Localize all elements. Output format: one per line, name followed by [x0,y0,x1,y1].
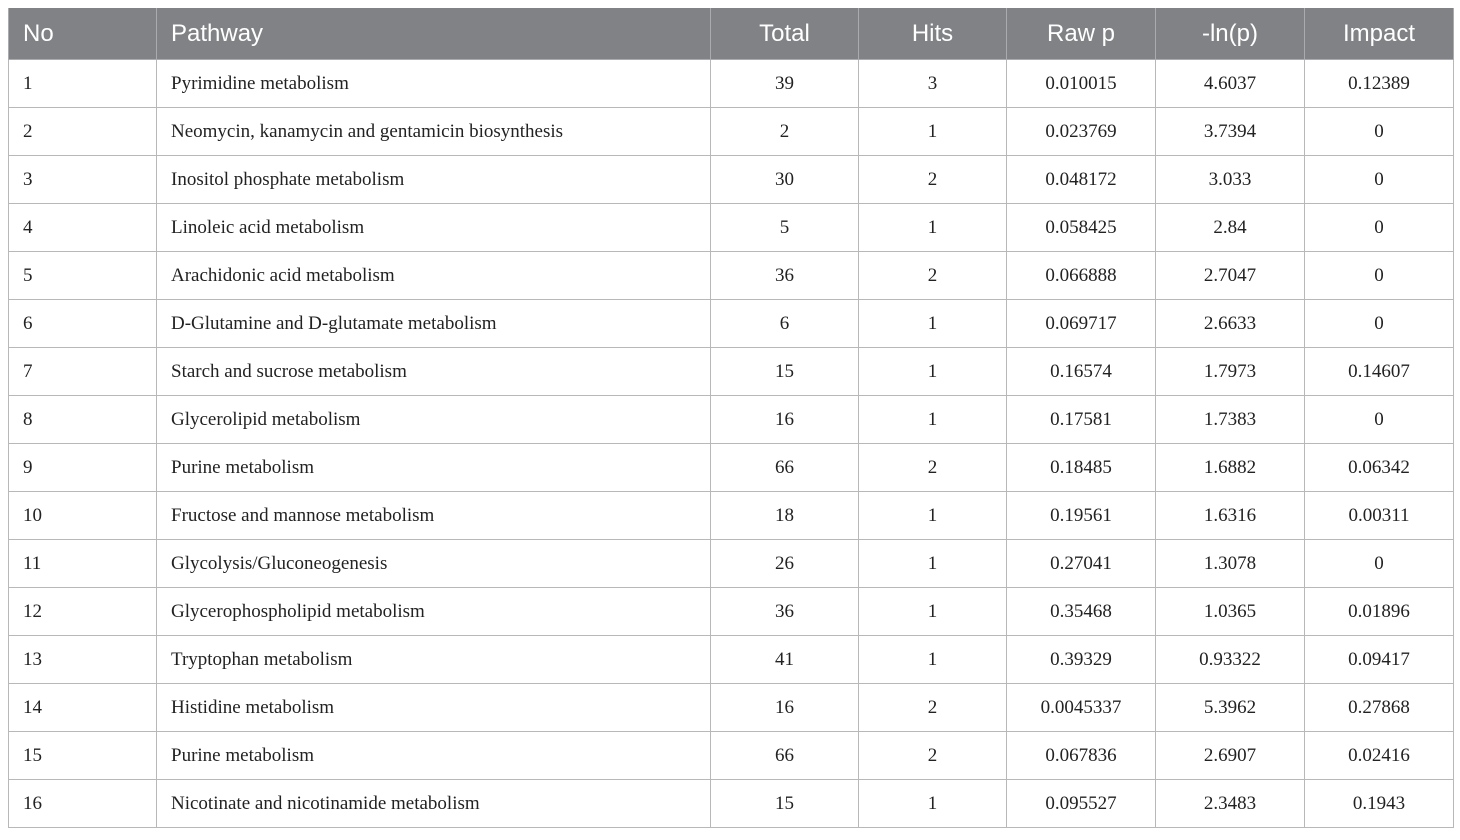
cell-hits: 2 [859,684,1007,732]
cell-total: 36 [711,252,859,300]
cell-impact: 0 [1305,108,1454,156]
table-row [9,348,1454,396]
cell-pathway: Linoleic acid metabolism [157,204,711,252]
cell-hits: 1 [859,300,1007,348]
cell-neg-ln-p: 4.6037 [1156,60,1305,108]
cell-neg-ln-p: 1.6882 [1156,444,1305,492]
cell-impact: 0.27868 [1305,684,1454,732]
cell-hits: 1 [859,204,1007,252]
header-neg-ln-p: -ln(p) [1156,8,1305,60]
cell-hits: 2 [859,732,1007,780]
cell-neg-ln-p: 2.84 [1156,204,1305,252]
header-row [9,8,1454,60]
header-pathway: Pathway [157,8,711,60]
cell-impact: 0.00311 [1305,492,1454,540]
cell-hits: 1 [859,540,1007,588]
cell-raw-p: 0.19561 [1007,492,1156,540]
cell-total: 39 [711,60,859,108]
cell-impact: 0.06342 [1305,444,1454,492]
cell-no: 1 [9,60,157,108]
cell-total: 30 [711,156,859,204]
cell-pathway: Arachidonic acid metabolism [157,252,711,300]
cell-impact: 0.01896 [1305,588,1454,636]
cell-neg-ln-p: 2.3483 [1156,780,1305,828]
cell-no: 9 [9,444,157,492]
cell-raw-p: 0.17581 [1007,396,1156,444]
cell-no: 5 [9,252,157,300]
cell-pathway: Purine metabolism [157,732,711,780]
cell-no: 7 [9,348,157,396]
cell-pathway: Histidine metabolism [157,684,711,732]
cell-total: 66 [711,732,859,780]
table-row [9,396,1454,444]
cell-total: 6 [711,300,859,348]
cell-pathway: Starch and sucrose metabolism [157,348,711,396]
cell-hits: 1 [859,396,1007,444]
cell-total: 2 [711,108,859,156]
cell-total: 15 [711,348,859,396]
cell-pathway: D-Glutamine and D-glutamate metabolism [157,300,711,348]
cell-raw-p: 0.27041 [1007,540,1156,588]
cell-impact: 0 [1305,396,1454,444]
cell-pathway: Tryptophan metabolism [157,636,711,684]
table-row [9,252,1454,300]
cell-neg-ln-p: 5.3962 [1156,684,1305,732]
cell-pathway: Glycerolipid metabolism [157,396,711,444]
cell-no: 15 [9,732,157,780]
header-total: Total [711,8,859,60]
cell-pathway: Fructose and mannose metabolism [157,492,711,540]
cell-pathway: Pyrimidine metabolism [157,60,711,108]
cell-no: 13 [9,636,157,684]
table-row [9,108,1454,156]
cell-total: 36 [711,588,859,636]
cell-total: 26 [711,540,859,588]
cell-no: 14 [9,684,157,732]
table-row [9,540,1454,588]
cell-impact: 0 [1305,540,1454,588]
table-row [9,156,1454,204]
cell-impact: 0 [1305,204,1454,252]
cell-no: 3 [9,156,157,204]
header-impact: Impact [1305,8,1454,60]
cell-pathway: Glycerophospholipid metabolism [157,588,711,636]
cell-total: 41 [711,636,859,684]
cell-total: 18 [711,492,859,540]
table-row [9,780,1454,828]
cell-neg-ln-p: 0.93322 [1156,636,1305,684]
cell-no: 8 [9,396,157,444]
cell-pathway: Neomycin, kanamycin and gentamicin biosynthesis [157,108,711,156]
cell-neg-ln-p: 1.3078 [1156,540,1305,588]
cell-no: 6 [9,300,157,348]
cell-raw-p: 0.058425 [1007,204,1156,252]
cell-hits: 1 [859,108,1007,156]
cell-total: 16 [711,684,859,732]
table-row [9,732,1454,780]
cell-raw-p: 0.069717 [1007,300,1156,348]
cell-impact: 0 [1305,252,1454,300]
cell-raw-p: 0.16574 [1007,348,1156,396]
pathway-table [8,8,1454,828]
cell-hits: 1 [859,588,1007,636]
cell-hits: 1 [859,636,1007,684]
table-row [9,588,1454,636]
cell-hits: 2 [859,156,1007,204]
cell-raw-p: 0.18485 [1007,444,1156,492]
cell-neg-ln-p: 3.033 [1156,156,1305,204]
table-header [9,8,1454,60]
cell-raw-p: 0.095527 [1007,780,1156,828]
cell-neg-ln-p: 1.7973 [1156,348,1305,396]
cell-raw-p: 0.067836 [1007,732,1156,780]
header-no: No [9,8,157,60]
cell-no: 4 [9,204,157,252]
cell-raw-p: 0.35468 [1007,588,1156,636]
cell-raw-p: 0.39329 [1007,636,1156,684]
cell-neg-ln-p: 2.7047 [1156,252,1305,300]
cell-raw-p: 0.0045337 [1007,684,1156,732]
cell-no: 2 [9,108,157,156]
table-row [9,300,1454,348]
cell-neg-ln-p: 2.6907 [1156,732,1305,780]
cell-neg-ln-p: 1.7383 [1156,396,1305,444]
cell-hits: 1 [859,780,1007,828]
cell-pathway: Glycolysis/Gluconeogenesis [157,540,711,588]
cell-pathway: Purine metabolism [157,444,711,492]
cell-no: 10 [9,492,157,540]
cell-total: 15 [711,780,859,828]
cell-impact: 0.02416 [1305,732,1454,780]
table-row [9,204,1454,252]
table-row [9,492,1454,540]
cell-neg-ln-p: 1.6316 [1156,492,1305,540]
cell-no: 11 [9,540,157,588]
cell-raw-p: 0.066888 [1007,252,1156,300]
table-row [9,636,1454,684]
cell-no: 12 [9,588,157,636]
table-row [9,444,1454,492]
cell-pathway: Nicotinate and nicotinamide metabolism [157,780,711,828]
cell-hits: 3 [859,60,1007,108]
cell-raw-p: 0.023769 [1007,108,1156,156]
cell-impact: 0.1943 [1305,780,1454,828]
header-raw-p: Raw p [1007,8,1156,60]
cell-total: 16 [711,396,859,444]
cell-neg-ln-p: 3.7394 [1156,108,1305,156]
cell-impact: 0.09417 [1305,636,1454,684]
cell-impact: 0 [1305,300,1454,348]
cell-pathway: Inositol phosphate metabolism [157,156,711,204]
cell-impact: 0 [1305,156,1454,204]
table-row [9,684,1454,732]
table-body [9,60,1454,828]
cell-neg-ln-p: 2.6633 [1156,300,1305,348]
cell-total: 66 [711,444,859,492]
cell-hits: 2 [859,252,1007,300]
cell-impact: 0.14607 [1305,348,1454,396]
cell-raw-p: 0.048172 [1007,156,1156,204]
cell-raw-p: 0.010015 [1007,60,1156,108]
table-row [9,60,1454,108]
cell-hits: 1 [859,348,1007,396]
cell-no: 16 [9,780,157,828]
cell-hits: 2 [859,444,1007,492]
cell-neg-ln-p: 1.0365 [1156,588,1305,636]
cell-impact: 0.12389 [1305,60,1454,108]
cell-hits: 1 [859,492,1007,540]
header-hits: Hits [859,8,1007,60]
cell-total: 5 [711,204,859,252]
